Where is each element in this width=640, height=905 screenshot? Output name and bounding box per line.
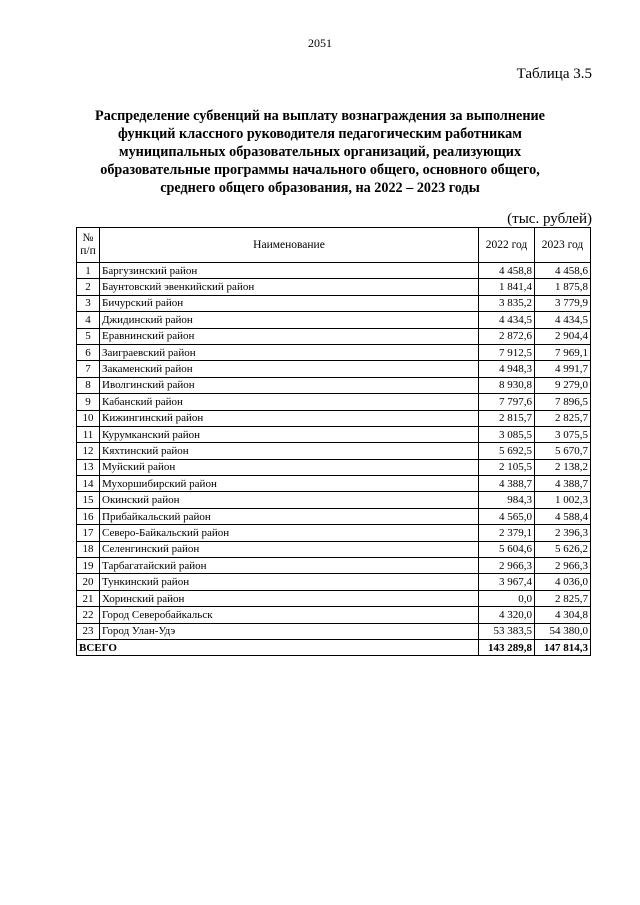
row-number: 20 — [77, 574, 100, 590]
header-2022: 2022 год — [479, 228, 535, 263]
row-value-2023: 1 002,3 — [535, 492, 591, 508]
table-row — [77, 508, 591, 524]
row-number: 19 — [77, 558, 100, 574]
table-row — [77, 328, 591, 344]
row-value-2022: 53 383,5 — [479, 623, 535, 639]
row-number: 12 — [77, 443, 100, 459]
row-value-2022: 3 085,5 — [479, 426, 535, 442]
row-name: Город Северобайкальск — [100, 607, 479, 623]
row-name: Хоринский район — [100, 590, 479, 606]
row-value-2023: 4 304,8 — [535, 607, 591, 623]
row-value-2023: 4 588,4 — [535, 508, 591, 524]
table-row — [77, 541, 591, 557]
subvention-table — [76, 227, 591, 656]
row-value-2022: 8 930,8 — [479, 377, 535, 393]
row-value-2023: 3 075,5 — [535, 426, 591, 442]
table-row — [77, 295, 591, 311]
row-value-2022: 5 604,6 — [479, 541, 535, 557]
row-number: 17 — [77, 525, 100, 541]
table-row — [77, 623, 591, 639]
row-value-2023: 2 825,7 — [535, 410, 591, 426]
row-value-2022: 4 565,0 — [479, 508, 535, 524]
total-label: ВСЕГО — [77, 639, 479, 655]
row-value-2022: 4 320,0 — [479, 607, 535, 623]
header-number-line1: № — [82, 232, 94, 244]
row-value-2022: 4 458,8 — [479, 263, 535, 279]
row-name: Закаменский район — [100, 361, 479, 377]
table-row — [77, 459, 591, 475]
table-row — [77, 590, 591, 606]
row-value-2023: 2 396,3 — [535, 525, 591, 541]
row-name: Кяхтинский район — [100, 443, 479, 459]
row-number: 15 — [77, 492, 100, 508]
row-value-2022: 984,3 — [479, 492, 535, 508]
row-name: Мухоршибирский район — [100, 476, 479, 492]
row-name: Прибайкальский район — [100, 508, 479, 524]
table-row — [77, 426, 591, 442]
row-value-2022: 5 692,5 — [479, 443, 535, 459]
units-label: (тыс. рублей) — [507, 211, 592, 227]
row-number: 6 — [77, 344, 100, 360]
table-row — [77, 607, 591, 623]
row-name: Заиграевский район — [100, 344, 479, 360]
row-value-2022: 2 872,6 — [479, 328, 535, 344]
row-value-2023: 4 388,7 — [535, 476, 591, 492]
row-number: 18 — [77, 541, 100, 557]
row-name: Еравнинский район — [100, 328, 479, 344]
header-name: Наименование — [100, 228, 479, 263]
row-number: 14 — [77, 476, 100, 492]
row-value-2023: 5 626,2 — [535, 541, 591, 557]
header-2023: 2023 год — [535, 228, 591, 263]
row-value-2022: 7 797,6 — [479, 394, 535, 410]
row-name: Окинский район — [100, 492, 479, 508]
table-row — [77, 492, 591, 508]
row-number: 11 — [77, 426, 100, 442]
table-body — [77, 263, 591, 640]
row-name: Иволгинский район — [100, 377, 479, 393]
total-row — [77, 639, 591, 655]
row-number: 13 — [77, 459, 100, 475]
row-value-2023: 9 279,0 — [535, 377, 591, 393]
row-number: 1 — [77, 263, 100, 279]
row-value-2022: 1 841,4 — [479, 279, 535, 295]
row-value-2023: 4 434,5 — [535, 312, 591, 328]
row-number: 23 — [77, 623, 100, 639]
row-name: Баунтовский эвенкийский район — [100, 279, 479, 295]
table-row — [77, 361, 591, 377]
row-value-2023: 4 458,6 — [535, 263, 591, 279]
row-value-2023: 5 670,7 — [535, 443, 591, 459]
row-value-2023: 54 380,0 — [535, 623, 591, 639]
total-2022: 143 289,8 — [479, 639, 535, 655]
table-row — [77, 394, 591, 410]
row-name: Северо-Байкальский район — [100, 525, 479, 541]
row-number: 21 — [77, 590, 100, 606]
row-name: Муйский район — [100, 459, 479, 475]
row-number: 22 — [77, 607, 100, 623]
row-value-2022: 4 948,3 — [479, 361, 535, 377]
row-number: 8 — [77, 377, 100, 393]
title-line: образовательные программы начального общего, основного общего, — [100, 162, 540, 178]
row-value-2022: 3 835,2 — [479, 295, 535, 311]
row-name: Бичурский район — [100, 295, 479, 311]
row-number: 16 — [77, 508, 100, 524]
table-row — [77, 410, 591, 426]
row-value-2022: 4 434,5 — [479, 312, 535, 328]
header-number — [77, 228, 100, 263]
row-number: 5 — [77, 328, 100, 344]
table-row — [77, 344, 591, 360]
table-label: Таблица 3.5 — [516, 66, 592, 82]
row-number: 3 — [77, 295, 100, 311]
row-value-2023: 1 875,8 — [535, 279, 591, 295]
row-value-2023: 7 896,5 — [535, 394, 591, 410]
row-name: Тункинский район — [100, 574, 479, 590]
row-value-2023: 3 779,9 — [535, 295, 591, 311]
row-name: Тарбагатайский район — [100, 558, 479, 574]
title-line: среднего общего образования, на 2022 – 2023 годы — [160, 180, 480, 196]
row-value-2022: 3 967,4 — [479, 574, 535, 590]
table-row — [77, 558, 591, 574]
row-value-2022: 0,0 — [479, 590, 535, 606]
table-row — [77, 476, 591, 492]
row-name: Селенгинский район — [100, 541, 479, 557]
row-name: Кабанский район — [100, 394, 479, 410]
table-row — [77, 377, 591, 393]
row-value-2023: 4 036,0 — [535, 574, 591, 590]
row-value-2023: 2 825,7 — [535, 590, 591, 606]
row-name: Курумканский район — [100, 426, 479, 442]
row-value-2022: 2 379,1 — [479, 525, 535, 541]
table-row — [77, 279, 591, 295]
row-value-2023: 4 991,7 — [535, 361, 591, 377]
row-number: 10 — [77, 410, 100, 426]
title-line: Распределение субвенций на выплату вознаграждения за выполнение — [95, 108, 545, 124]
row-value-2022: 2 966,3 — [479, 558, 535, 574]
table-row — [77, 312, 591, 328]
table-row — [77, 263, 591, 279]
row-value-2023: 2 966,3 — [535, 558, 591, 574]
row-number: 9 — [77, 394, 100, 410]
row-value-2022: 7 912,5 — [479, 344, 535, 360]
row-value-2022: 4 388,7 — [479, 476, 535, 492]
row-value-2023: 2 138,2 — [535, 459, 591, 475]
row-value-2023: 2 904,4 — [535, 328, 591, 344]
row-number: 4 — [77, 312, 100, 328]
table-row — [77, 525, 591, 541]
title-line: функций классного руководителя педагогическим работникам — [118, 126, 522, 142]
title-line: муниципальных образовательных организаций, реализующих — [118, 144, 522, 160]
row-name: Баргузинский район — [100, 263, 479, 279]
row-value-2022: 2 105,5 — [479, 459, 535, 475]
row-value-2023: 7 969,1 — [535, 344, 591, 360]
row-number: 7 — [77, 361, 100, 377]
row-name: Город Улан-Удэ — [100, 623, 479, 639]
table-row — [77, 574, 591, 590]
table-row — [77, 443, 591, 459]
document-title — [60, 107, 580, 197]
row-value-2022: 2 815,7 — [479, 410, 535, 426]
page-number: 2051 — [308, 36, 332, 50]
row-number: 2 — [77, 279, 100, 295]
total-2023: 147 814,3 — [535, 639, 591, 655]
row-name: Кижингинский район — [100, 410, 479, 426]
row-name: Джидинский район — [100, 312, 479, 328]
header-number-line2: п/п — [80, 245, 96, 257]
table-header-row — [77, 228, 591, 263]
